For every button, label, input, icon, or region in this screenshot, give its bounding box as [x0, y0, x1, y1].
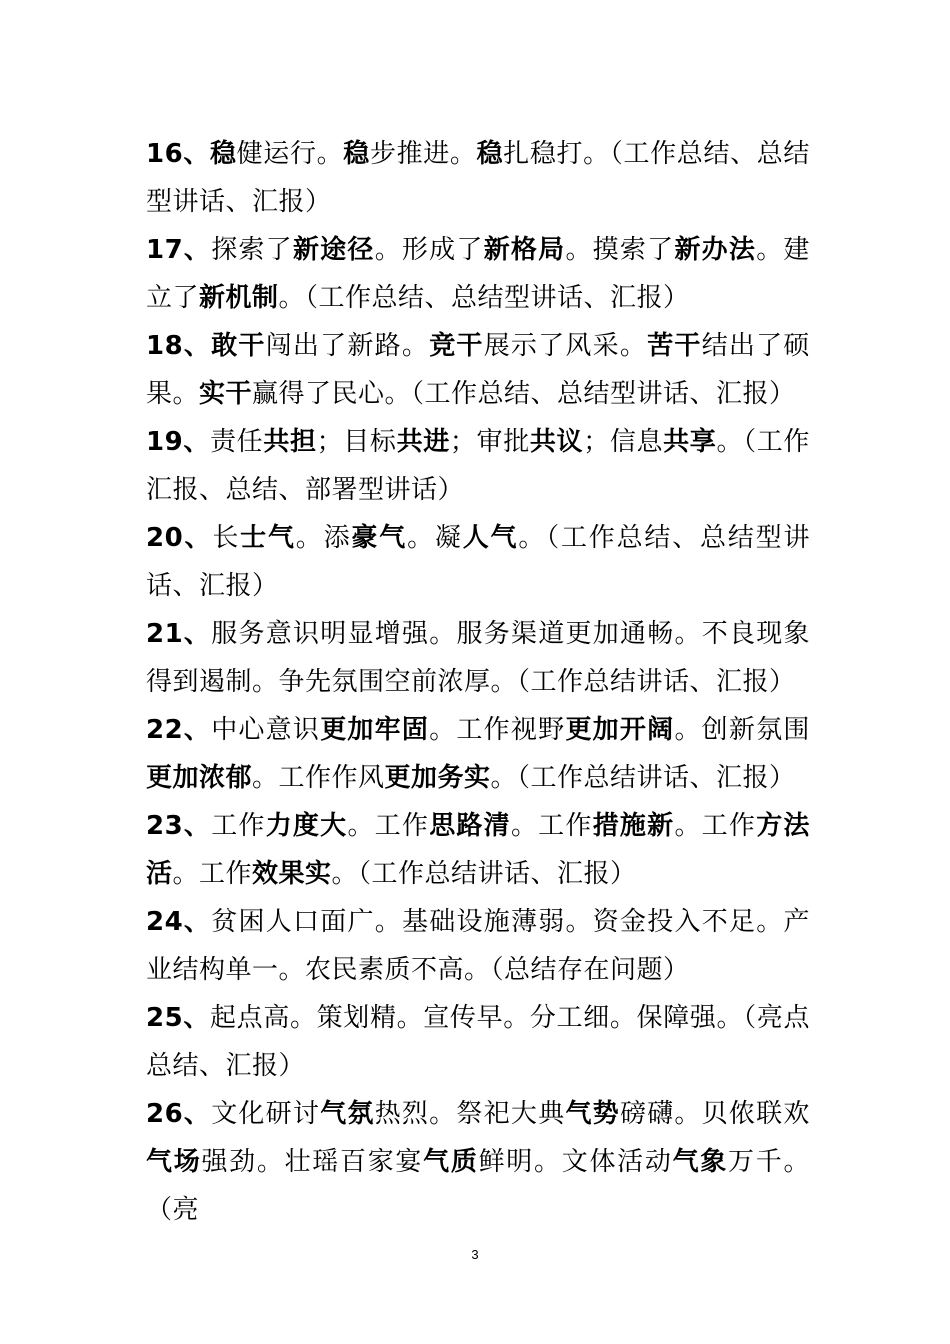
bold-keyword: 方法活 — [146, 811, 810, 889]
bold-keyword: 士气 — [240, 523, 296, 553]
item-text: 赢得了民心。（工作总结、总结型讲话、汇报） — [252, 379, 796, 409]
list-item — [146, 514, 810, 610]
bold-keyword: 气象 — [672, 1147, 729, 1177]
list-item — [146, 418, 810, 514]
item-number: 18、 — [146, 331, 212, 361]
bold-keyword: 苦干 — [647, 331, 702, 361]
item-text: 。凝 — [407, 523, 463, 553]
item-text: 。创新氛围 — [674, 715, 810, 745]
list-item — [146, 322, 810, 418]
bold-keyword: 豪气 — [351, 523, 408, 553]
item-text: 。形成了 — [374, 235, 484, 265]
item-text: 文化研讨 — [211, 1099, 321, 1129]
item-number: 22、 — [146, 715, 212, 745]
item-text: 热烈。祭祀大典 — [374, 1099, 566, 1129]
bold-keyword: 效果实 — [252, 859, 332, 889]
bold-keyword: 更加开阔 — [565, 715, 675, 745]
bold-keyword: 更加务实 — [384, 763, 491, 793]
item-number: 21、 — [146, 619, 212, 649]
item-text: 磅礴。贝侬联欢 — [619, 1099, 810, 1129]
item-text: 贫困人口面广。基础设施薄弱。资金投入不足。产业结构单一。农民素质不高。（总结存在问题） — [146, 907, 810, 985]
item-text: 健运行。 — [236, 139, 344, 169]
item-text: 。建立了 — [146, 235, 810, 313]
item-text: 探索了 — [211, 235, 293, 265]
item-text: 起点高。策划精。宣传早。分工细。保障强。（亮点总结、汇报） — [146, 1003, 810, 1081]
item-text: 。添 — [295, 523, 352, 553]
item-number: 16、 — [146, 139, 210, 169]
item-text: 服务意识明显增强。服务渠道更加通畅。不良现象得到遏制。争先氛围空前浓厚。（工作总结讲话、汇报） — [146, 619, 810, 697]
item-number: 20、 — [146, 523, 213, 553]
item-text: 步推进。 — [369, 139, 477, 169]
page-number: 3 — [471, 1247, 479, 1262]
bold-keyword: 更加浓郁 — [146, 763, 253, 793]
item-text: 工作 — [211, 811, 266, 841]
bold-keyword: 稳 — [343, 139, 370, 169]
bold-keyword: 气场 — [146, 1147, 202, 1177]
item-text: 。工作视野 — [429, 715, 566, 745]
item-text: ；审批 — [449, 427, 530, 457]
list-item — [146, 898, 810, 994]
item-number: 24、 — [146, 907, 212, 937]
item-text: 强劲。壮瑶百家宴 — [201, 1147, 424, 1177]
item-text: ；目标 — [316, 427, 397, 457]
bold-keyword: 共担 — [263, 427, 317, 457]
list-item — [146, 802, 810, 898]
bold-keyword: 气势 — [565, 1099, 620, 1129]
bold-keyword: 措施新 — [592, 811, 675, 841]
item-text: 。（工作汇报、总结、部署型讲话） — [146, 427, 810, 505]
item-number: 25、 — [146, 1003, 210, 1033]
list-item — [146, 610, 810, 706]
item-text: 。工作 — [172, 859, 253, 889]
item-text: 。（工作总结讲话、汇报） — [331, 859, 637, 889]
item-text: 责任 — [210, 427, 264, 457]
bold-keyword: 思路清 — [429, 811, 511, 841]
bold-keyword: 气质 — [423, 1147, 479, 1177]
item-text: 展示了风采。 — [483, 331, 648, 361]
item-text: 扎稳打。（工作总结、总结型讲话、汇报） — [146, 139, 810, 217]
bold-keyword: 稳 — [210, 139, 237, 169]
item-text: 万千。（亮 — [146, 1147, 810, 1225]
list-item — [146, 706, 810, 802]
bold-keyword: 气氛 — [320, 1099, 375, 1129]
item-text: 。工作 — [674, 811, 757, 841]
item-text: 长 — [212, 523, 241, 553]
item-text: 结出了硕果。 — [146, 331, 810, 409]
bold-keyword: 共议 — [529, 427, 584, 457]
item-text: 。工作 — [347, 811, 430, 841]
document-body — [146, 130, 810, 1234]
bold-keyword: 人气 — [462, 523, 519, 553]
list-item — [146, 130, 810, 226]
bold-keyword: 力度大 — [265, 811, 348, 841]
item-number: 17、 — [146, 235, 212, 265]
bold-keyword: 竞干 — [429, 331, 484, 361]
item-text: 。工作作风 — [252, 763, 385, 793]
item-number: 19、 — [146, 427, 210, 457]
list-item — [146, 226, 810, 322]
item-text: 。（工作总结讲话、汇报） — [490, 763, 796, 793]
bold-keyword: 共进 — [396, 427, 450, 457]
bold-keyword: 实干 — [199, 379, 253, 409]
bold-keyword: 共享 — [663, 427, 717, 457]
bold-keyword: 更加牢固 — [320, 715, 430, 745]
item-text: 鲜明。文体活动 — [478, 1147, 673, 1177]
item-text: 。摸索了 — [565, 235, 675, 265]
list-item — [146, 994, 810, 1090]
item-text: 。工作 — [510, 811, 593, 841]
bold-keyword: 新格局 — [483, 235, 566, 265]
list-item — [146, 1090, 810, 1234]
bold-keyword: 敢干 — [211, 331, 266, 361]
item-number: 26、 — [146, 1099, 212, 1129]
bold-keyword: 新途径 — [292, 235, 375, 265]
bold-keyword: 稳 — [476, 139, 504, 169]
bold-keyword: 新机制 — [199, 283, 279, 313]
item-number: 23、 — [146, 811, 212, 841]
item-text: 。（工作总结、总结型讲话、汇报） — [278, 283, 690, 313]
bold-keyword: 新办法 — [674, 235, 757, 265]
item-text: 闯出了新路。 — [265, 331, 430, 361]
item-text: ；信息 — [583, 427, 664, 457]
item-text: 中心意识 — [211, 715, 321, 745]
item-text: 。（工作总结、总结型讲话、汇报） — [146, 523, 810, 601]
